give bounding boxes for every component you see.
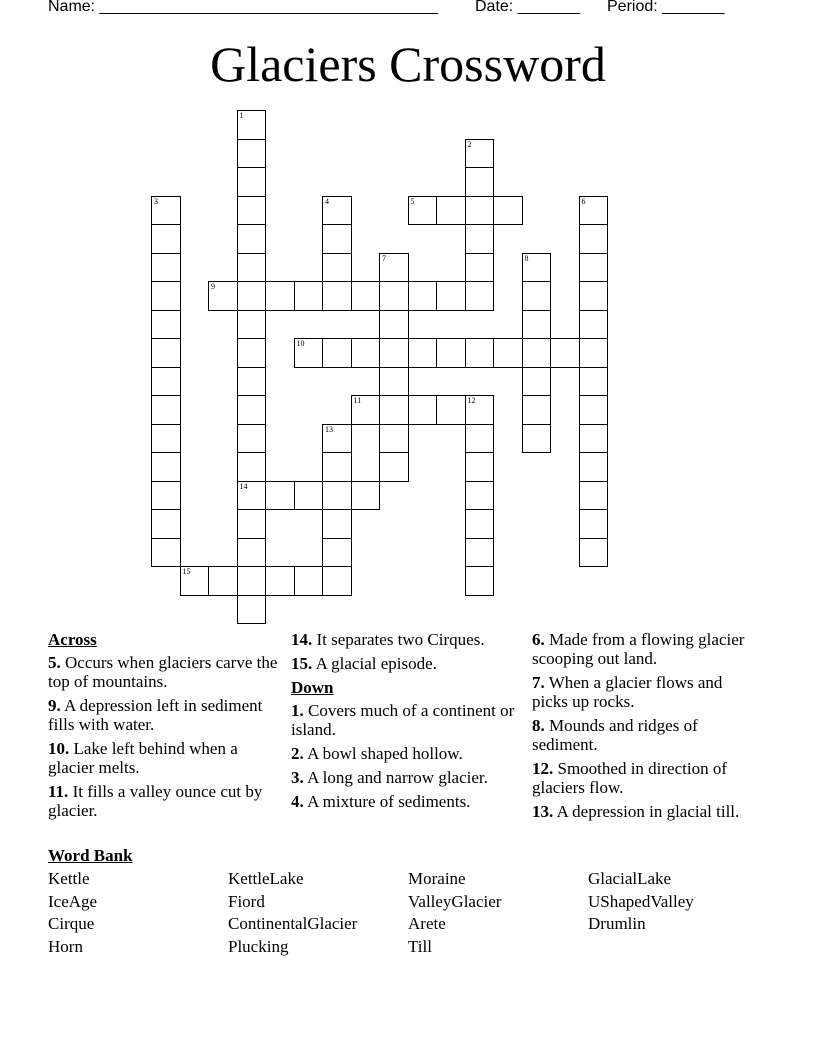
crossword-cell[interactable] <box>579 253 609 283</box>
word-bank-item: Horn <box>48 936 83 956</box>
crossword-cell[interactable] <box>351 338 381 368</box>
crossword-cell[interactable] <box>465 566 495 596</box>
crossword-cell[interactable] <box>579 481 609 511</box>
word-bank-item: KettleLake <box>228 869 304 888</box>
crossword-cell[interactable] <box>465 424 495 454</box>
clue-number: 8 <box>524 253 529 263</box>
crossword-cell[interactable] <box>265 566 295 596</box>
crossword-cell[interactable] <box>579 395 609 425</box>
crossword-cell[interactable] <box>151 538 181 568</box>
crossword-cell[interactable] <box>579 196 609 226</box>
crossword-cell[interactable] <box>436 395 466 425</box>
crossword-cell[interactable] <box>465 509 495 539</box>
crossword-cell[interactable] <box>351 481 381 511</box>
clue-down-1: 1. Covers much of a continent or island. <box>291 701 515 739</box>
clue-number: 1 <box>239 111 244 120</box>
crossword-cell[interactable] <box>379 367 409 397</box>
down-heading: Down <box>291 678 334 697</box>
crossword-cell[interactable] <box>208 566 238 596</box>
crossword-cell[interactable] <box>322 224 352 254</box>
crossword-cell[interactable] <box>465 538 495 568</box>
clue-down-2: 2. A bowl shaped hollow. <box>291 744 463 763</box>
crossword-cell[interactable] <box>579 224 609 254</box>
crossword-cell[interactable] <box>237 338 267 368</box>
word-bank-item: Drumlin <box>588 914 646 934</box>
crossword-cell[interactable] <box>237 395 267 425</box>
crossword-cell[interactable] <box>237 452 267 482</box>
clue-number: 13 <box>325 424 333 434</box>
crossword-cell[interactable] <box>237 509 267 539</box>
crossword-cell[interactable] <box>322 338 352 368</box>
word-bank-item: Till <box>408 936 432 956</box>
crossword-cell[interactable] <box>151 395 181 425</box>
clue-across-5: 5. Occurs when glaciers carve the top of mountains. <box>48 653 278 691</box>
crossword-cell[interactable] <box>322 281 352 311</box>
word-bank-item: Moraine <box>408 869 466 888</box>
across-heading: Across <box>48 630 97 649</box>
crossword-cell[interactable] <box>579 281 609 311</box>
clue-number: 11 <box>353 396 362 405</box>
crossword-cell[interactable] <box>322 481 352 511</box>
crossword-cell[interactable] <box>151 196 181 226</box>
crossword-cell[interactable] <box>465 167 495 197</box>
date-field[interactable]: Date: _______ <box>475 0 580 15</box>
crossword-cell[interactable] <box>465 196 495 226</box>
page-title: Glaciers Crossword <box>210 36 606 92</box>
clue-across-15: 15. A glacial episode. <box>291 654 437 673</box>
clue-number: 2 <box>467 139 472 149</box>
crossword-cell[interactable] <box>379 253 409 283</box>
crossword-cell[interactable] <box>151 509 181 539</box>
crossword-cell[interactable] <box>379 452 409 482</box>
clue-down-8: 8. Mounds and ridges of sediment. <box>532 716 698 754</box>
word-bank-item: IceAge <box>48 891 98 911</box>
word-bank-heading: Word Bank <box>48 846 133 865</box>
crossword-cell[interactable] <box>151 481 181 511</box>
clue-number: 4 <box>325 196 329 206</box>
crossword-cell[interactable] <box>237 424 267 454</box>
crossword-cell[interactable] <box>579 452 609 482</box>
crossword-cell[interactable] <box>237 253 267 283</box>
crossword-cell[interactable] <box>322 538 352 568</box>
clue-down-12: 12. Smoothed in direction of glaciers flow. <box>532 759 728 797</box>
crossword-cell[interactable] <box>265 281 295 311</box>
clue-number: 14 <box>239 481 248 491</box>
crossword-cell[interactable] <box>465 338 495 368</box>
crossword-cell[interactable] <box>522 395 552 425</box>
clue-down-6: 6. Made from a flowing glacier scooping out land. <box>532 630 745 668</box>
crossword-cell[interactable] <box>294 566 324 596</box>
crossword-cell[interactable] <box>351 395 381 425</box>
crossword-cell[interactable] <box>237 310 267 340</box>
crossword-cell[interactable] <box>322 424 352 454</box>
crossword-cell[interactable] <box>237 167 267 197</box>
crossword-cell[interactable] <box>180 566 210 596</box>
crossword-cell[interactable] <box>465 281 495 311</box>
crossword-cell[interactable] <box>237 538 267 568</box>
crossword-cell[interactable] <box>436 338 466 368</box>
crossword-cell[interactable] <box>237 367 267 397</box>
crossword-cell[interactable] <box>522 424 552 454</box>
period-field[interactable]: Period: _______ <box>607 0 725 15</box>
clue-number: 12 <box>467 396 476 405</box>
crossword-cell[interactable] <box>379 395 409 425</box>
clues-column-3 <box>532 630 747 826</box>
clue-number: 15 <box>182 567 191 576</box>
crossword-cell[interactable] <box>322 452 352 482</box>
crossword-cell[interactable] <box>579 509 609 539</box>
clue-across-9: 9. A depression left in sediment fills with water. <box>48 696 263 734</box>
crossword-cell[interactable] <box>579 367 609 397</box>
clue-down-3: 3. A long and narrow glacier. <box>291 768 488 787</box>
crossword-cell[interactable] <box>493 196 523 226</box>
crossword-cell[interactable] <box>465 253 495 283</box>
crossword-cell[interactable] <box>465 395 495 425</box>
crossword-cell[interactable] <box>522 367 552 397</box>
crossword-cell[interactable] <box>237 481 267 511</box>
crossword-cell[interactable] <box>151 310 181 340</box>
crossword-cell[interactable] <box>322 253 352 283</box>
crossword-cell[interactable] <box>436 281 466 311</box>
crossword-cell[interactable] <box>294 481 324 511</box>
crossword-cell[interactable] <box>379 338 409 368</box>
crossword-cell[interactable] <box>408 281 438 311</box>
word-bank-item: ContinentalGlacier <box>228 914 358 934</box>
crossword-cell[interactable] <box>522 310 552 340</box>
clue-number: 5 <box>410 196 415 206</box>
clue-number: 9 <box>211 282 215 291</box>
crossword-cell[interactable] <box>579 310 609 340</box>
crossword-cell[interactable] <box>579 538 609 568</box>
clue-number: 3 <box>154 196 158 206</box>
word-bank-item: Plucking <box>228 936 289 956</box>
crossword-cell[interactable] <box>151 367 181 397</box>
crossword-cell[interactable] <box>379 424 409 454</box>
crossword-cell[interactable] <box>151 338 181 368</box>
crossword-cell[interactable] <box>465 481 495 511</box>
crossword-cell[interactable] <box>237 139 267 169</box>
crossword-cell[interactable] <box>465 452 495 482</box>
word-bank-item: GlacialLake <box>588 869 672 888</box>
crossword-cell[interactable] <box>151 424 181 454</box>
crossword-cell[interactable] <box>322 196 352 226</box>
clue-down-4: 4. A mixture of sediments. <box>291 792 471 811</box>
crossword-cell[interactable] <box>151 452 181 482</box>
crossword-cell[interactable] <box>522 338 552 368</box>
crossword-cell[interactable] <box>151 253 181 283</box>
clues-column-2 <box>291 630 526 816</box>
crossword-cell[interactable] <box>237 110 267 140</box>
crossword-cell[interactable] <box>322 566 352 596</box>
crossword-cell[interactable] <box>237 281 267 311</box>
crossword-cell[interactable] <box>522 281 552 311</box>
clue-number: 6 <box>581 196 586 206</box>
crossword-cell[interactable] <box>408 395 438 425</box>
crossword-cell[interactable] <box>237 224 267 254</box>
clue-across-14: 14. It separates two Cirques. <box>291 630 485 649</box>
crossword-cell[interactable] <box>579 424 609 454</box>
crossword-cell[interactable] <box>493 338 523 368</box>
word-bank-item: ValleyGlacier <box>408 891 502 911</box>
word-bank-item: UShapedValley <box>588 891 694 911</box>
clue-number: 7 <box>382 253 386 263</box>
crossword-cell[interactable] <box>208 281 238 311</box>
crossword-cell[interactable] <box>265 481 295 511</box>
crossword-cell[interactable] <box>465 224 495 254</box>
clues-column-1 <box>48 630 283 825</box>
clue-across-10: 10. Lake left behind when a glacier melts. <box>48 739 238 777</box>
crossword-cell[interactable] <box>294 338 324 368</box>
crossword-cell[interactable] <box>436 196 466 226</box>
crossword-cell[interactable] <box>237 196 267 226</box>
crossword-cell[interactable] <box>522 253 552 283</box>
crossword-cell[interactable] <box>351 281 381 311</box>
word-bank-item: Cirque <box>48 914 95 934</box>
name-field[interactable]: Name: ______________________________________ <box>48 0 438 15</box>
crossword-cell[interactable] <box>379 310 409 340</box>
clue-number: 10 <box>296 339 305 348</box>
crossword-cell[interactable] <box>237 595 267 625</box>
word-bank-item: Kettle <box>48 869 90 888</box>
clue-across-11: 11. It fills a valley ounce cut by glacier. <box>48 782 263 820</box>
crossword-cell[interactable] <box>151 224 181 254</box>
crossword-cell[interactable] <box>465 139 495 169</box>
crossword-cell[interactable] <box>294 281 324 311</box>
word-bank-item: Fiord <box>228 891 265 911</box>
clue-down-7: 7. When a glacier flows and picks up rocks. <box>532 673 723 711</box>
crossword-cell[interactable] <box>237 566 267 596</box>
crossword-cell[interactable] <box>379 281 409 311</box>
crossword-cell[interactable] <box>322 509 352 539</box>
crossword-cell[interactable] <box>408 196 438 226</box>
clue-down-13: 13. A depression in glacial till. <box>532 802 740 821</box>
crossword-cell[interactable] <box>408 338 438 368</box>
crossword-cell[interactable] <box>151 281 181 311</box>
crossword-cell[interactable] <box>550 338 580 368</box>
crossword-cell[interactable] <box>579 338 609 368</box>
word-bank-item: Arete <box>408 914 446 934</box>
